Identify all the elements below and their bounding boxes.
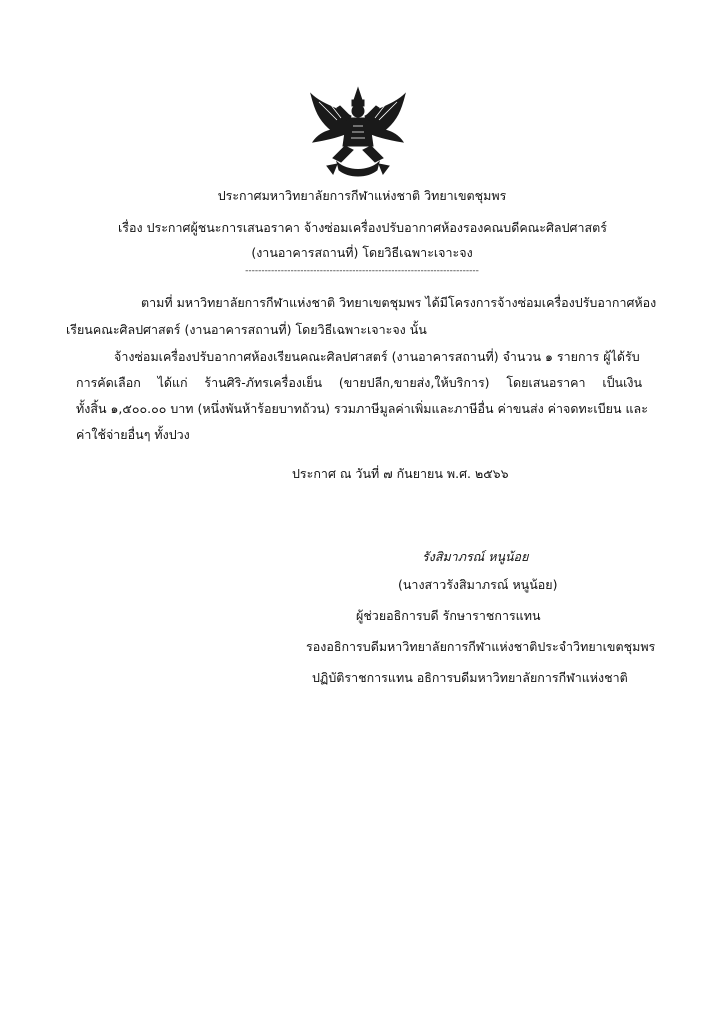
announcement-title: ประกาศมหาวิทยาลัยการกีฬาแห่งชาติ วิทยาเขตชุมพร xyxy=(217,188,507,203)
announcement-subject-continued: (งานอาคารสถานที่) โดยวิธีเฉพาะเจาะจง xyxy=(251,245,473,260)
divider-rule: ------------------------------------------------------------------------ xyxy=(245,266,479,276)
paragraph-2-line-2: การคัดเลือก ได้แก่ ร้านศิริ-ภัทรเครื่องเย็น (ขายปลีก,ขายส่ง,ให้บริการ) โดยเสนอราคา เป็นเงิน xyxy=(76,375,642,390)
paragraph-2-line-3: ทั้งสิ้น ๑,๕๐๐.๐๐ บาท (หนึ่งพันห้าร้อยบาทถ้วน) รวมภาษีมูลค่าเพิ่มและภาษีอื่น ค่าขนส่ง ค่าจดทะเบียน และ xyxy=(76,401,648,416)
paragraph-1-line-2: เรียนคณะศิลปศาสตร์ (งานอาคารสถานที่) โดยวิธีเฉพาะเจาะจง นั้น xyxy=(66,322,427,337)
signer-position-3: ปฏิบัติราชการแทน อธิการบดีมหาวิทยาลัยการกีฬาแห่งชาติ xyxy=(312,670,628,685)
signer-position-1: ผู้ช่วยอธิการบดี รักษาราชการแทน xyxy=(356,608,541,623)
paragraph-1-line-1: ตามที่ มหาวิทยาลัยการกีฬาแห่งชาติ วิทยาเขตชุมพร ได้มีโครงการจ้างซ่อมเครื่องปรับอากาศห้อง xyxy=(141,295,657,310)
announcement-subject: เรื่อง ประกาศผู้ชนะการเสนอราคา จ้างซ่อมเครื่องปรับอากาศห้องรองคณบดีคณะศิลปศาสตร์ xyxy=(118,220,607,235)
paragraph-2-line-4: ค่าใช้จ่ายอื่นๆ ทั้งปวง xyxy=(76,427,190,442)
garuda-emblem-icon xyxy=(307,86,409,180)
announcement-date: ประกาศ ณ วันที่ ๗ กันยายน พ.ศ. ๒๕๖๖ xyxy=(292,466,509,481)
signature: รังสิมาภรณ์ หนูน้อย xyxy=(422,549,529,564)
paragraph-2-line-1: จ้างซ่อมเครื่องปรับอากาศห้องเรียนคณะศิลปศาสตร์ (งานอาคารสถานที่) จำนวน ๑ รายการ ผู้ได้รับ xyxy=(114,349,640,364)
signer-position-2: รองอธิการบดีมหาวิทยาลัยการกีฬาแห่งชาติประจำวิทยาเขตชุมพร xyxy=(306,639,656,654)
signer-name: (นางสาวรังสิมาภรณ์ หนูน้อย) xyxy=(398,577,558,592)
